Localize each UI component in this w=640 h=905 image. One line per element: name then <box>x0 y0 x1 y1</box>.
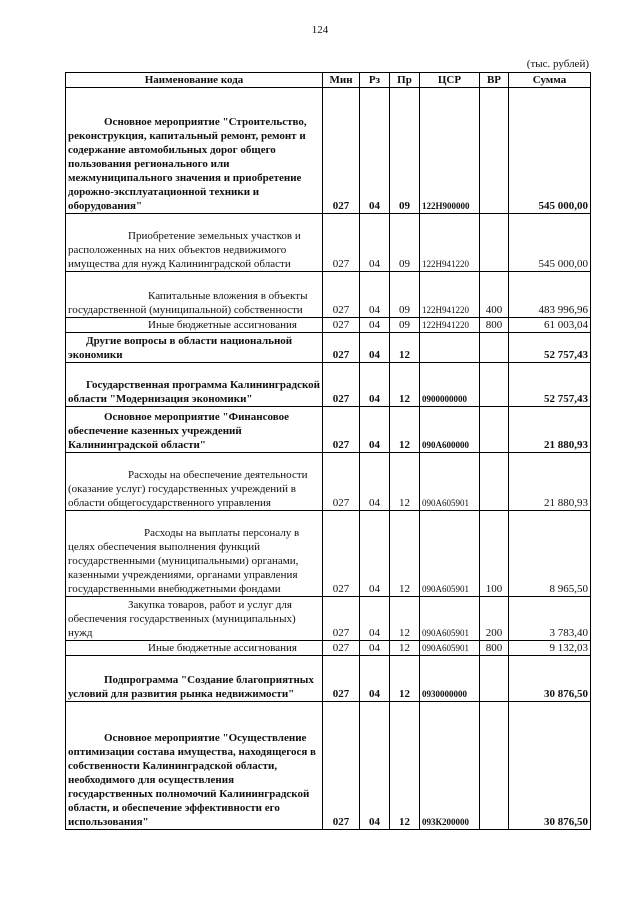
row-sum: 30 876,50 <box>509 656 591 702</box>
row-rz: 04 <box>360 318 390 333</box>
table-row <box>66 656 591 702</box>
row-rz: 04 <box>360 272 390 318</box>
row-name: Основное мероприятие "Финансовое обеспечение казенных учреждений Калининградской области" <box>66 407 323 453</box>
table-row <box>66 453 591 511</box>
row-rz: 04 <box>360 407 390 453</box>
row-sum: 545 000,00 <box>509 88 591 214</box>
table-header-row <box>66 73 591 88</box>
row-name: Другие вопросы в области национальной экономики <box>66 333 323 363</box>
row-name: Закупка товаров, работ и услуг для обеспечения государственных (муниципальных) нужд <box>66 597 323 641</box>
row-vr: 100 <box>480 511 509 597</box>
row-min: 027 <box>323 597 360 641</box>
row-vr: 800 <box>480 641 509 656</box>
row-min: 027 <box>323 363 360 407</box>
table-row <box>66 511 591 597</box>
row-pr: 12 <box>390 641 420 656</box>
header-vr: ВР <box>480 73 509 88</box>
row-min: 027 <box>323 214 360 272</box>
row-name: Расходы на выплаты персоналу в целях обеспечения выполнения функций государственными (муниципальными) органами, казенными учреждениями, органами управления государственными внебюджетными фондами <box>66 511 323 597</box>
row-pr: 12 <box>390 453 420 511</box>
row-csr <box>420 333 480 363</box>
row-vr: 800 <box>480 318 509 333</box>
table-row <box>66 88 591 214</box>
row-sum: 21 880,93 <box>509 407 591 453</box>
header-sum: Сумма <box>509 73 591 88</box>
row-min: 027 <box>323 453 360 511</box>
row-pr: 12 <box>390 407 420 453</box>
row-vr <box>480 407 509 453</box>
row-min: 027 <box>323 272 360 318</box>
row-min: 027 <box>323 407 360 453</box>
row-min: 027 <box>323 702 360 830</box>
table-row <box>66 702 591 830</box>
header-min: Мин <box>323 73 360 88</box>
row-csr: 090А600000 <box>420 407 480 453</box>
row-min: 027 <box>323 511 360 597</box>
row-sum: 8 965,50 <box>509 511 591 597</box>
row-pr: 09 <box>390 88 420 214</box>
row-csr: 090А605901 <box>420 453 480 511</box>
row-sum: 30 876,50 <box>509 702 591 830</box>
row-vr <box>480 702 509 830</box>
row-pr: 12 <box>390 333 420 363</box>
budget-table <box>65 72 591 830</box>
row-pr: 12 <box>390 363 420 407</box>
row-name: Подпрограмма "Создание благоприятных условий для развития рынка недвижимости" <box>66 656 323 702</box>
row-name: Основное мероприятие "Осуществление оптимизации состава имущества, находящегося в собственности Калининградской области, необходимого для осуществления государственных полномочий Калининградской области, и обеспечение эффективности его использования" <box>66 702 323 830</box>
row-csr: 122Н941220 <box>420 214 480 272</box>
row-sum: 3 783,40 <box>509 597 591 641</box>
table-row <box>66 407 591 453</box>
row-vr: 400 <box>480 272 509 318</box>
row-pr: 12 <box>390 702 420 830</box>
table-row <box>66 641 591 656</box>
row-sum: 483 996,96 <box>509 272 591 318</box>
row-rz: 04 <box>360 363 390 407</box>
table-row <box>66 272 591 318</box>
row-csr: 090А605901 <box>420 597 480 641</box>
row-pr: 09 <box>390 214 420 272</box>
header-rz: Рз <box>360 73 390 88</box>
row-rz: 04 <box>360 511 390 597</box>
row-name: Государственная программа Калининградской области "Модернизация экономики" <box>66 363 323 407</box>
row-name: Приобретение земельных участков и расположенных на них объектов недвижимого имущества для нужд Калининградской области <box>66 214 323 272</box>
row-pr: 12 <box>390 511 420 597</box>
row-csr: 122Н900000 <box>420 88 480 214</box>
row-rz: 04 <box>360 702 390 830</box>
row-pr: 09 <box>390 272 420 318</box>
row-sum: 52 757,43 <box>509 333 591 363</box>
row-vr <box>480 333 509 363</box>
row-vr <box>480 656 509 702</box>
header-name: Наименование кода <box>66 73 323 88</box>
row-csr: 0930000000 <box>420 656 480 702</box>
row-csr: 0900000000 <box>420 363 480 407</box>
table-row <box>66 318 591 333</box>
header-csr: ЦСР <box>420 73 480 88</box>
row-pr: 12 <box>390 597 420 641</box>
row-sum: 21 880,93 <box>509 453 591 511</box>
row-min: 027 <box>323 88 360 214</box>
row-vr <box>480 88 509 214</box>
row-min: 027 <box>323 318 360 333</box>
row-sum: 61 003,04 <box>509 318 591 333</box>
table-row <box>66 214 591 272</box>
page-number: 124 <box>311 24 329 36</box>
row-sum: 545 000,00 <box>509 214 591 272</box>
row-sum: 52 757,43 <box>509 363 591 407</box>
row-name: Иные бюджетные ассигнования <box>66 318 323 333</box>
table-row <box>66 333 591 363</box>
row-csr: 122Н941220 <box>420 318 480 333</box>
row-rz: 04 <box>360 656 390 702</box>
row-rz: 04 <box>360 333 390 363</box>
row-vr: 200 <box>480 597 509 641</box>
table-row <box>66 363 591 407</box>
row-name: Иные бюджетные ассигнования <box>66 641 323 656</box>
row-pr: 09 <box>390 318 420 333</box>
table-row <box>66 597 591 641</box>
row-sum: 9 132,03 <box>509 641 591 656</box>
row-csr: 090А605901 <box>420 641 480 656</box>
row-vr <box>480 453 509 511</box>
row-csr: 090А605901 <box>420 511 480 597</box>
row-csr: 093К200000 <box>420 702 480 830</box>
row-name: Капитальные вложения в объекты государственной (муниципальной) собственности <box>66 272 323 318</box>
row-min: 027 <box>323 641 360 656</box>
row-min: 027 <box>323 333 360 363</box>
row-rz: 04 <box>360 214 390 272</box>
units-label: (тыс. рублей) <box>526 58 589 70</box>
row-csr: 122Н941220 <box>420 272 480 318</box>
row-name: Основное мероприятие "Строительство, реконструкция, капитальный ремонт, ремонт и содержание автомобильных дорог общего пользования регионального или межмуниципального значения и приобретение дорожно-эксплуатационной техники и оборудования" <box>66 88 323 214</box>
row-name: Расходы на обеспечение деятельности (оказание услуг) государственных учреждений в области общегосударственного управления <box>66 453 323 511</box>
row-rz: 04 <box>360 453 390 511</box>
row-min: 027 <box>323 656 360 702</box>
row-vr <box>480 363 509 407</box>
row-vr <box>480 214 509 272</box>
row-pr: 12 <box>390 656 420 702</box>
row-rz: 04 <box>360 597 390 641</box>
row-rz: 04 <box>360 88 390 214</box>
row-rz: 04 <box>360 641 390 656</box>
header-pr: Пр <box>390 73 420 88</box>
